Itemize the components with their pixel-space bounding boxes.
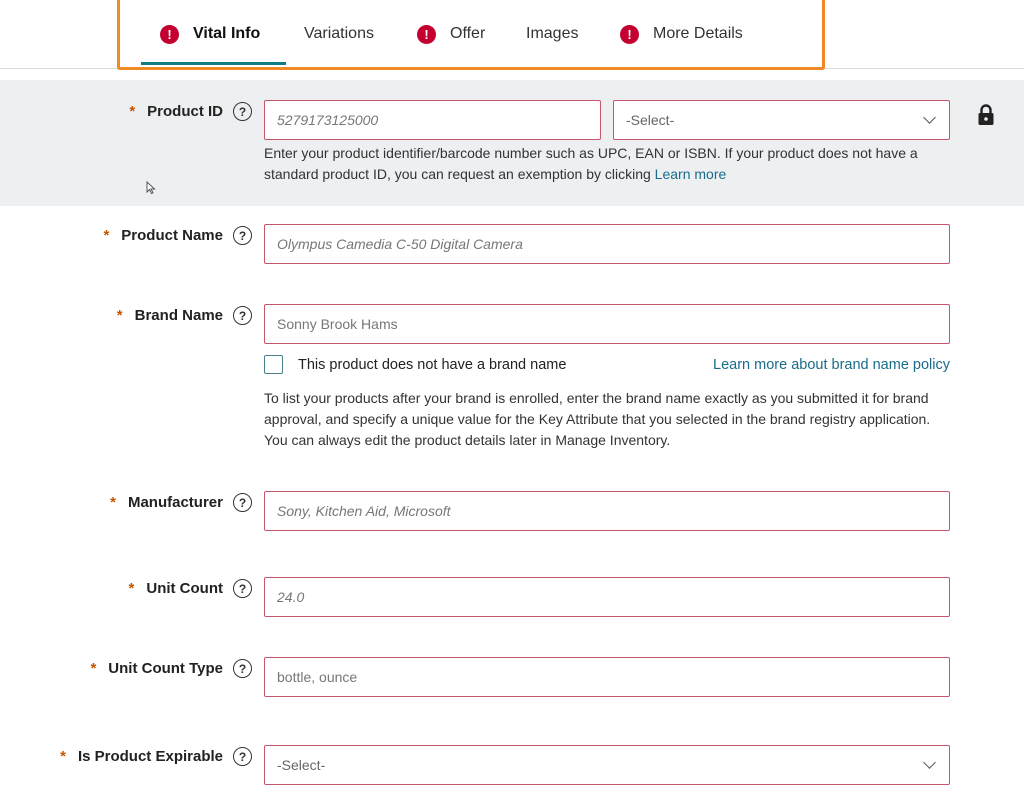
hint-text: To list your products after your brand is enrolled, enter the brand name exactly as you submitted it for brand approval, and specify a unique value for the Key Attribute that you selected in the brand registry application. You can always edit the product details later in Manage Inventory. [264,390,931,448]
highlight-box [117,0,825,70]
error-circle-icon: ! [417,25,436,44]
input-placeholder: 5279173125000 [277,112,379,128]
field-label-text: Manufacturer [127,494,223,511]
unit-count-type-input[interactable] [264,657,950,697]
tab-label: Vital Info [193,25,261,42]
field-label-text: Unit Count [146,580,223,597]
error-circle-icon: ! [160,25,179,44]
input-placeholder: Sony, Kitchen Aid, Microsoft [277,503,451,519]
is-product-expirable-label [60,747,252,766]
is-product-expirable-select[interactable] [264,745,950,785]
error-circle-icon: ! [620,25,639,44]
unit-count-label [129,579,252,598]
field-label-text: Brand Name [134,307,223,324]
select-value: -Select- [626,112,675,128]
unit-count-type-label [90,659,252,678]
manufacturer-input[interactable] [264,491,950,531]
manufacturer-label [110,493,252,512]
product-id-label [129,102,252,121]
required-marker: * [129,103,136,120]
product-name-input[interactable] [264,224,950,264]
learn-more-link[interactable]: Learn more [654,166,727,182]
tab-label: Offer [450,25,486,42]
required-marker: * [116,307,123,324]
chevron-down-icon [923,111,936,124]
field-label-text: Is Product Expirable [77,748,223,765]
help-circle-icon[interactable]: ? [233,747,252,766]
required-marker: * [110,494,116,511]
help-circle-icon[interactable]: ? [233,226,252,245]
checkbox-label: This product does not have a brand name [298,356,567,373]
field-label-text: Unit Count Type [108,660,223,677]
brand-policy-link[interactable]: Learn more about brand name policy [713,356,950,373]
brand-name-hint [264,388,954,451]
help-circle-icon[interactable]: ? [233,306,252,325]
product-id-type-select[interactable] [613,100,950,140]
hint-text: Enter your product identifier/barcode number such as UPC, EAN or ISBN. If your product does not have a standard product ID, you can request an exemption by clicking [264,145,918,182]
field-label-text: Product ID [147,103,223,120]
tab-label: Variations [304,25,374,42]
input-placeholder: 24.0 [277,589,305,605]
tab-label: Images [526,25,579,42]
brand-name-input[interactable] [264,304,950,344]
required-marker: * [128,580,135,597]
brand-name-label [117,306,252,325]
product-id-hint [264,143,954,185]
chevron-down-icon [923,756,936,769]
help-circle-icon[interactable]: ? [233,579,252,598]
required-marker: * [103,227,110,244]
input-placeholder: Sonny Brook Hams [277,316,398,332]
tab-bar [0,0,1024,70]
mouse-pointer-icon [146,181,158,195]
help-circle-icon[interactable]: ? [233,493,252,512]
field-label-text: Product Name [121,227,223,244]
required-marker: * [60,748,66,765]
tab-label: More Details [653,25,743,42]
select-value: -Select- [277,757,326,773]
lock-icon [977,104,995,126]
no-brand-checkbox[interactable] [264,355,283,374]
help-circle-icon[interactable]: ? [233,102,252,121]
product-name-label [103,226,252,245]
no-brand-row [264,355,950,374]
input-placeholder: bottle, ounce [277,669,358,685]
product-id-input[interactable] [264,100,601,140]
help-circle-icon[interactable]: ? [233,659,252,678]
input-placeholder: Olympus Camedia C-50 Digital Camera [277,236,523,252]
unit-count-input[interactable] [264,577,950,617]
required-marker: * [90,660,97,677]
